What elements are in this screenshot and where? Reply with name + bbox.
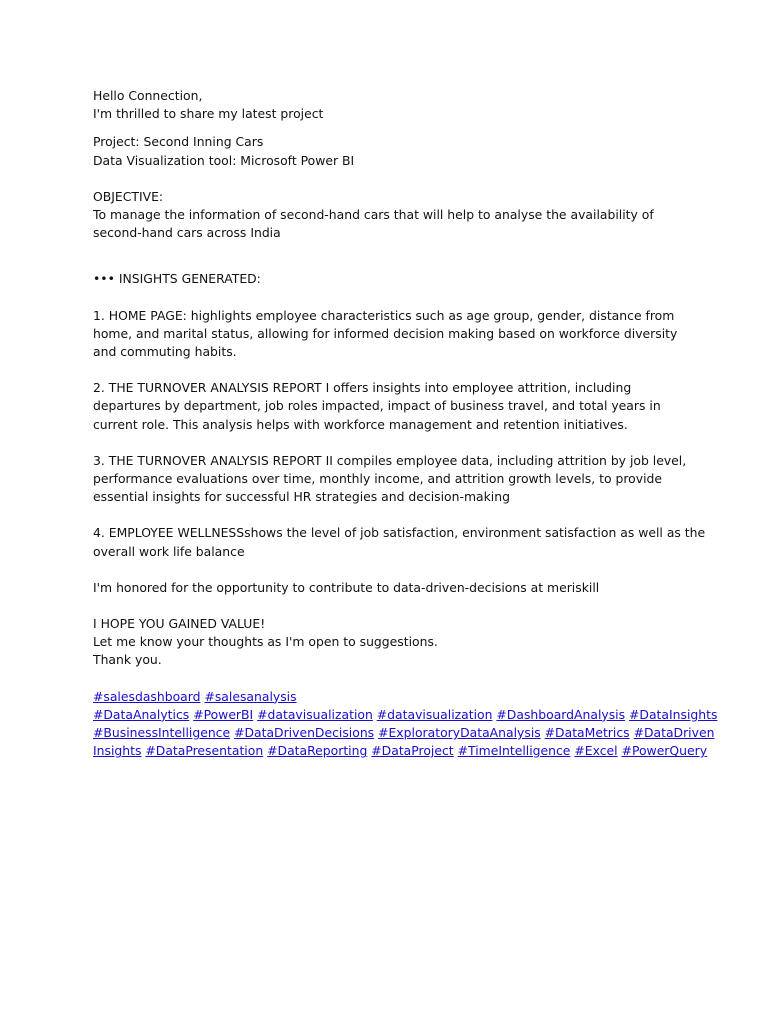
intro-line: I'm thrilled to share my latest project <box>93 106 324 122</box>
hashtag-link[interactable]: #ExploratoryDataAnalysis <box>378 725 541 741</box>
spacer <box>93 289 683 307</box>
hashtag-link[interactable]: #DataAnalytics <box>93 706 190 722</box>
insight-item-turnover-2 <box>93 452 687 507</box>
document-page <box>93 87 718 760</box>
hashtag-list <box>93 688 718 761</box>
insight-line: 4. EMPLOYEE WELLNESSshows the level of job satisfaction, environment satisfaction as well as the <box>93 525 706 541</box>
tool-name: Data Visualization tool: Microsoft Power BI <box>93 152 355 168</box>
hashtag-link[interactable]: #datavisualization <box>376 706 493 722</box>
insight-line: current role. This analysis helps with workforce management and retention initiatives. <box>93 416 628 432</box>
hashtag-link[interactable]: #DataReporting <box>267 743 368 759</box>
hashtag-link[interactable]: #DataPresentation <box>145 743 264 759</box>
hashtag-line <box>93 706 718 724</box>
closing-hope: I HOPE YOU GAINED VALUE! <box>93 616 266 632</box>
hashtag-link[interactable]: #DataProject <box>371 743 454 759</box>
hashtag-line <box>93 742 708 760</box>
hashtag-link[interactable]: #DataDrivenDecisions <box>234 725 375 741</box>
hashtag-link[interactable]: #DataDriven <box>633 725 715 741</box>
spacer <box>93 242 683 270</box>
hashtag-link[interactable]: #PowerQuery <box>621 743 708 759</box>
greeting: Hello Connection, <box>93 88 203 103</box>
hashtag-line <box>93 724 715 742</box>
spacer <box>93 361 683 379</box>
hashtag-link[interactable]: #PowerBI <box>193 706 254 722</box>
spacer <box>93 434 683 452</box>
insight-line: and commuting habits. <box>93 344 237 360</box>
objective-heading: OBJECTIVE: <box>93 188 164 204</box>
insight-line: essential insights for successful HR strategies and decision-making <box>93 489 510 505</box>
insight-line: overall work life balance <box>93 543 245 559</box>
closing-thanks: Thank you. <box>93 652 162 668</box>
hashtag-link[interactable]: #DataInsights <box>629 706 718 722</box>
spacer <box>93 670 683 688</box>
hashtag-link[interactable]: #salesdashboard <box>93 688 201 704</box>
insight-line: performance evaluations over time, monthly income, and attrition growth levels, to provide <box>93 471 663 487</box>
spacer <box>93 561 683 579</box>
spacer <box>93 597 683 615</box>
insight-line: departures by department, job roles impacted, impact of business travel, and total years in <box>93 398 661 414</box>
spacer <box>93 123 683 133</box>
hashtag-link[interactable]: #datavisualization <box>257 706 373 722</box>
hashtag-link[interactable]: #TimeIntelligence <box>457 743 571 759</box>
hashtag-link[interactable]: #DataMetrics <box>544 725 630 741</box>
insight-line: home, and marital status, allowing for informed decision making based on workforce diversity <box>93 325 678 341</box>
closing-suggestions: Let me know your thoughts as I'm open to suggestions. <box>93 634 438 650</box>
honored-line: I'm honored for the opportunity to contribute to data-driven-decisions at meriskill <box>93 579 600 595</box>
hashtag-line <box>93 688 683 706</box>
hashtag-link[interactable]: #DashboardAnalysis <box>496 706 626 722</box>
insight-item-turnover-1 <box>93 379 683 434</box>
hashtag-link[interactable]: #Excel <box>574 743 618 759</box>
project-name: Project: Second Inning Cars <box>93 134 264 150</box>
objective-text-line: second-hand cars across India <box>93 225 281 241</box>
objective-text-line: To manage the information of second-hand cars that will help to analyse the availability of <box>93 207 654 223</box>
insight-item-home-page <box>93 307 683 362</box>
hashtag-link[interactable]: Insights <box>93 743 142 759</box>
insight-line: 1. HOME PAGE: highlights employee characteristics such as age group, gender, distance from <box>93 307 675 323</box>
spacer <box>93 170 683 188</box>
spacer <box>93 506 683 524</box>
insight-line: 3. THE TURNOVER ANALYSIS REPORT II compiles employee data, including attrition by job level, <box>93 452 687 468</box>
insights-heading: ••• INSIGHTS GENERATED: <box>93 271 261 287</box>
hashtag-link[interactable]: #salesanalysis <box>204 688 297 704</box>
insight-item-wellness <box>93 524 706 560</box>
insight-line: 2. THE TURNOVER ANALYSIS REPORT I offers insights into employee attrition, including <box>93 380 632 396</box>
hashtag-link[interactable]: #BusinessIntelligence <box>93 725 231 741</box>
